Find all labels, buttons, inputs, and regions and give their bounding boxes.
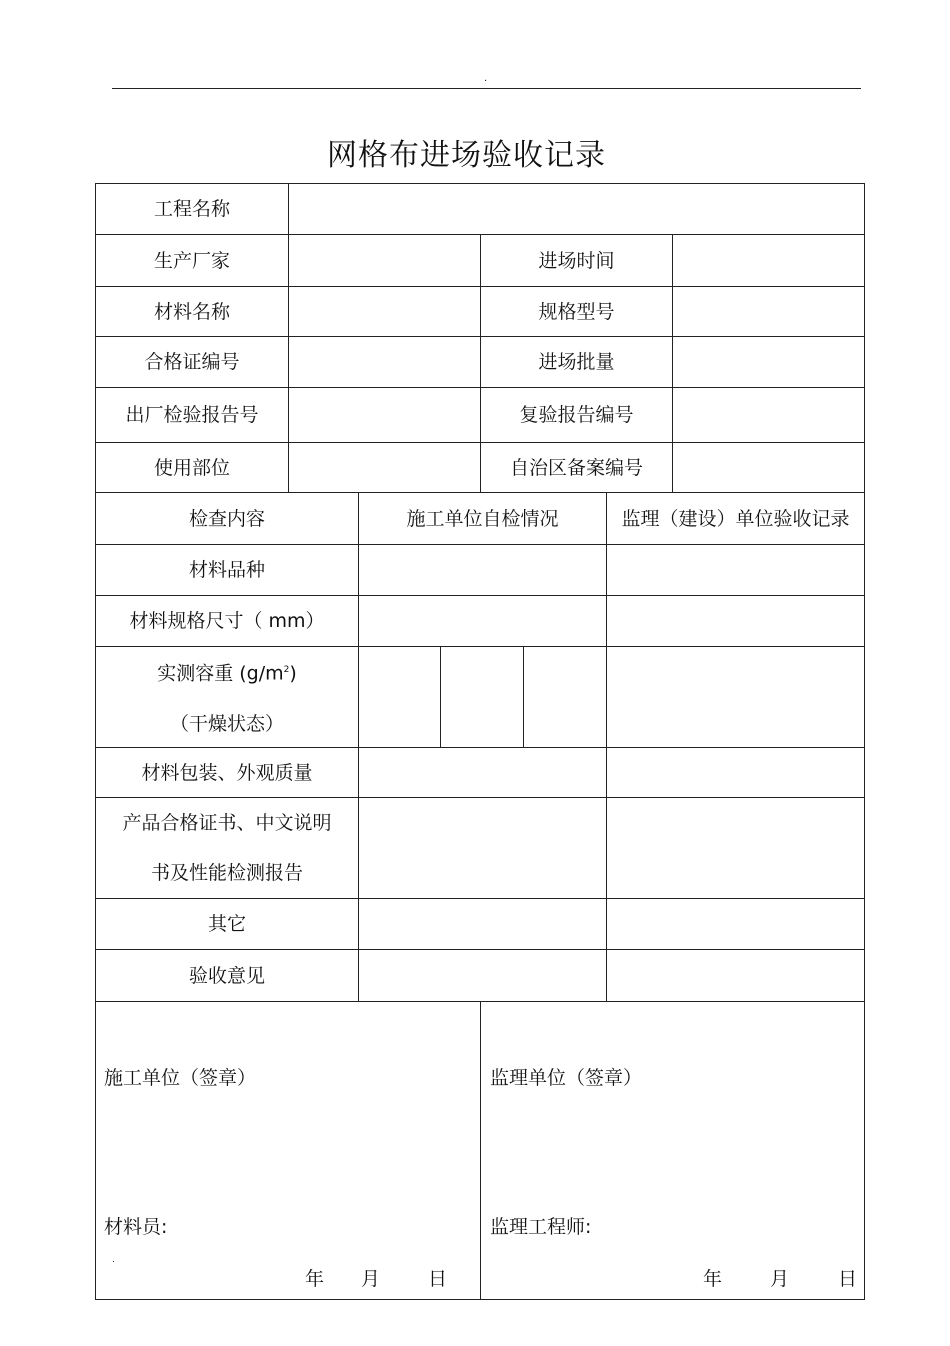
field-density-supervision[interactable] — [607, 647, 864, 747]
label-entry-time: 进场时间 — [538, 249, 615, 272]
field-opinion-supervision[interactable] — [607, 950, 864, 1001]
field-recheck-report-no[interactable] — [673, 388, 864, 442]
material-clerk-label: 材料员: — [104, 1216, 168, 1238]
field-certificate-no[interactable] — [289, 337, 480, 387]
label-usage-location: 使用部位 — [153, 456, 230, 479]
header-inspection-content: 检查内容 — [188, 507, 265, 530]
label-spec-model: 规格型号 — [538, 300, 615, 323]
left-date-year: 年 — [305, 1268, 325, 1290]
footer-mark: . — [112, 1255, 115, 1265]
row-label-documents — [96, 798, 358, 898]
field-usage-location[interactable] — [289, 443, 480, 492]
supervision-unit-seal-label: 监理单位（签章） — [490, 1067, 643, 1089]
label-manufacturer: 生产厂家 — [153, 249, 230, 272]
supervising-engineer-label: 监理工程师: — [490, 1216, 592, 1238]
field-other-supervision[interactable] — [607, 899, 864, 949]
field-entry-batch[interactable] — [673, 337, 864, 387]
field-regional-record-no[interactable] — [673, 443, 864, 492]
field-project-name[interactable] — [289, 184, 864, 234]
field-documents-supervision[interactable] — [607, 798, 864, 898]
left-date-day: 日 — [428, 1268, 448, 1290]
label-entry-batch: 进场批量 — [538, 351, 615, 373]
field-density-sample-1[interactable] — [359, 647, 440, 747]
field-size-self[interactable] — [359, 596, 606, 646]
page-title: 网格布进场验收记录 — [327, 138, 606, 173]
field-size-supervision[interactable] — [607, 596, 864, 646]
row-label-size: 材料规格尺寸（ mm） — [129, 610, 325, 632]
right-date-year: 年 — [703, 1268, 723, 1290]
rule-right — [864, 183, 865, 1300]
field-spec-model[interactable] — [673, 287, 864, 336]
field-material-name[interactable] — [289, 287, 480, 336]
field-factory-report-no[interactable] — [289, 388, 480, 442]
row-label-packaging: 材料包装、外观质量 — [141, 761, 313, 784]
label-regional-record-no: 自治区备案编号 — [509, 456, 643, 479]
density-line-2: （干燥状态） — [169, 712, 284, 735]
field-density-sample-2[interactable] — [441, 647, 523, 747]
row-label-variety: 材料品种 — [188, 559, 265, 581]
label-project-name: 工程名称 — [153, 198, 230, 220]
field-density-sample-3[interactable] — [524, 647, 606, 747]
documents-line-1: 产品合格证书、中文说明 — [122, 812, 332, 834]
row-label-other: 其它 — [207, 913, 246, 935]
field-documents-self[interactable] — [359, 798, 606, 898]
label-certificate-no: 合格证编号 — [144, 351, 240, 373]
row-label-opinion: 验收意见 — [188, 964, 265, 987]
left-date-month: 月 — [361, 1268, 381, 1290]
label-recheck-report-no: 复验报告编号 — [519, 404, 634, 426]
field-entry-time[interactable] — [673, 235, 864, 286]
field-variety-supervision[interactable] — [607, 545, 864, 595]
rule — [480, 1001, 481, 1299]
field-manufacturer[interactable] — [289, 235, 480, 286]
field-variety-self[interactable] — [359, 545, 606, 595]
right-date-month: 月 — [770, 1268, 790, 1290]
row-label-density — [96, 647, 358, 747]
right-date-day: 日 — [838, 1268, 858, 1290]
header-self-check: 施工单位自检情况 — [406, 507, 559, 530]
header-mark: . — [484, 73, 488, 84]
label-factory-report-no: 出厂检验报告号 — [125, 404, 259, 426]
rule-bottom — [96, 1299, 865, 1300]
field-packaging-supervision[interactable] — [607, 748, 864, 797]
documents-line-2: 书及性能检测报告 — [150, 862, 303, 884]
density-line-1: 实测容重 $(g/m^2)$ — [157, 662, 297, 685]
field-packaging-self[interactable] — [359, 748, 606, 797]
field-other-self[interactable] — [359, 899, 606, 949]
field-opinion-self[interactable] — [359, 950, 606, 1001]
construction-unit-seal-label: 施工单位（签章） — [104, 1067, 257, 1089]
label-material-name: 材料名称 — [153, 300, 230, 323]
header-supervision-record: 监理（建设）单位验收记录 — [621, 507, 850, 530]
